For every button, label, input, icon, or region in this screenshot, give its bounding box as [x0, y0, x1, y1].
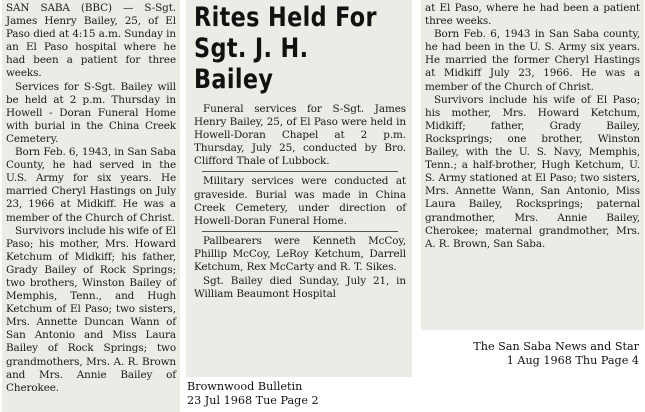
- caption-line: 23 Jul 1968 Tue Page 2: [187, 394, 319, 407]
- clipping-left: [2, 0, 180, 412]
- caption-line: Brownwood Bulletin: [187, 380, 303, 393]
- paragraph: Born Feb. 6, 1943 in San Saba county, he had been in the U. S. Army six years. He married the former Cheryl Hastings at Midkiff July 23, 1966. He was a member of the Church of Christ.: [425, 28, 640, 93]
- divider: [202, 171, 398, 172]
- clipping-right-text: [421, 0, 644, 251]
- paragraph: Funeral services for S-Sgt. James Henry Bailey, 25, of El Paso were held in Howell-Doran Chapel at 2 p.m. Thursday, July 25, conducted by Bro. Clifford Thale of Lubbock.: [194, 103, 406, 168]
- source-caption-brownwood: [187, 380, 387, 408]
- headline: Rites Held For Sgt. J. H. Bailey: [194, 2, 377, 95]
- paragraph: Survivors include his wife of El Paso; his mother, Mrs. Howard Ketchum, Midkiff; father, Grady Bailey, Rocksprings; one brother, Winston Bailey, with the U. S. Navy, Memphis, Tenn.; a half-brother, Hugh Ketchum, U. S. Army stationed at El Paso; two sisters, Mrs. Annette Wann, San Antonio, Miss Laura Bailey, Rocksprings; paternal grandmother, Mrs. Annie Bailey, Cherokee; maternal grandmother, Mrs. A. R. Brown, San Saba.: [425, 93, 640, 250]
- paragraph: SAN SABA (BBC) — S-Sgt. James Henry Bailey, 25, of El Paso died at 4:15 a.m. Sunday in an El Paso hospital where he had been a patient for three weeks.: [6, 2, 176, 80]
- paragraph: Pallbearers were Kenneth McCoy, Phillip McCoy, LeRoy Ketchum, Darrell Ketchum, Rex McCarty and R. T. Sikes.: [194, 234, 406, 274]
- caption-line: 1 Aug 1968 Thu Page 4: [506, 354, 639, 367]
- caption-line: The San Saba News and Star: [473, 340, 639, 353]
- clipping-right: [421, 0, 644, 330]
- paragraph: Sgt. Bailey died Sunday, July 21, in William Beaumont Hospital: [194, 275, 406, 301]
- clipping-middle-text: [186, 103, 412, 301]
- paragraph: Services for S-Sgt. Bailey will be held at 2 p.m. Thursday in Howell - Doran Funeral Home with burial in the China Creek Cemetery.: [6, 80, 176, 145]
- paragraph: Survivors include his wife of El Paso; his mother, Mrs. Howard Ketchum of Midkiff; his father, Grady Bailey of Rock Springs; two brothers, Winston Bailey of Memphis, Tenn., and Hugh Ketchum of El Paso; two sisters, Mrs. Annette Duncan Wann of San Antonio and Miss Laura Bailey of Rock Springs; two grandmothers, Mrs. A. R. Brown and Mrs. Annie Bailey of Cherokee.: [6, 224, 176, 394]
- paragraph: at El Paso, where he had been a patient three weeks.: [425, 2, 640, 28]
- paragraph: Born Feb. 6, 1943, in San Saba County, he had served in the U.S. Army for six years. He married Cheryl Hastings on July 23, 1966 at Midkiff. He was a member of the Church of Christ.: [6, 146, 176, 224]
- divider: [202, 231, 398, 232]
- clipping-left-text: [2, 0, 180, 395]
- clipping-middle: [186, 0, 412, 377]
- paragraph: Military services were conducted at graveside. Burial was made in China Creek Cemetery, under direction of Howell-Doran Funeral Home.: [194, 175, 406, 227]
- source-caption-san-saba: [449, 340, 639, 368]
